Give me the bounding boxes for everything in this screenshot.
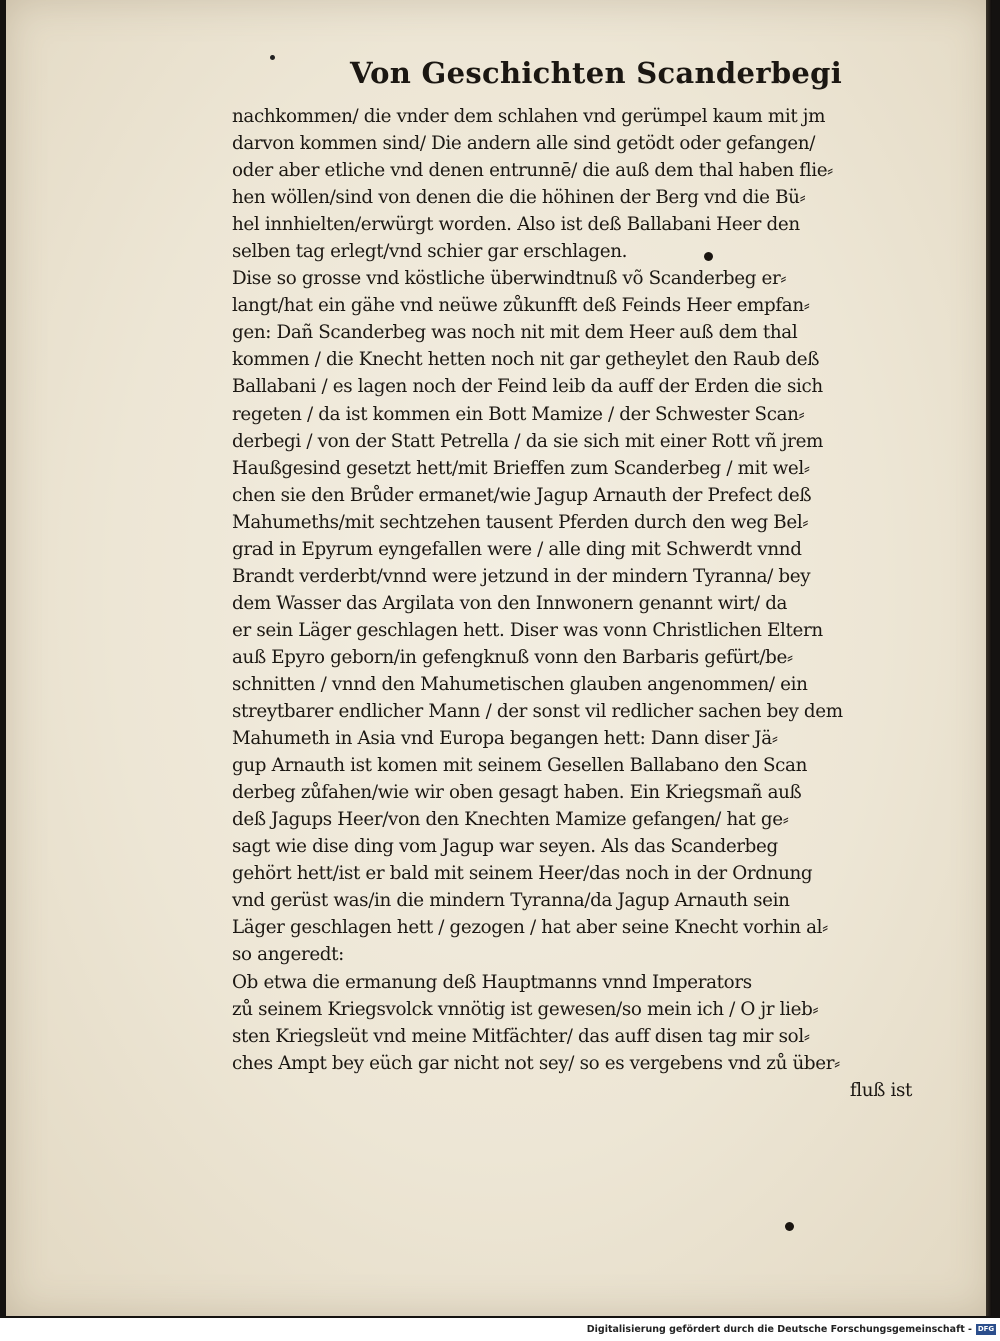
text-line: deß Jagups Heer/von den Knechten Mamize gefangen/ hat ge⸗: [232, 809, 789, 831]
text-line: nachkommen/ die vnder dem schlahen vnd gerümpel kaum mit jm: [232, 106, 826, 127]
text-line: hel innhielten/erwürgt worden. Also ist deß Ballabani Heer den: [232, 214, 800, 236]
text-line: derbegi / von der Statt Petrella / da sie sich mit einer Rott vñ jrem: [232, 430, 824, 452]
text-line: gup Arnauth ist komen mit seinem Gesellen Ballabano den Scan: [232, 755, 808, 777]
text-line: gen: Dañ Scanderbeg was noch nit mit dem Heer auß dem thal: [232, 322, 798, 344]
text-line: kommen / die Knecht hetten noch nit gar getheylet den Raub deß: [232, 349, 820, 371]
text-line: selben tag erlegt/vnd schier gar erschlagen.: [232, 241, 628, 263]
body-text: [232, 103, 932, 1104]
text-line: so angeredt:: [232, 944, 344, 966]
dfg-logo: DFG: [977, 1325, 995, 1333]
text-line: streytbarer endlicher Mann / der sonst vil redlicher sachen bey dem: [232, 701, 843, 723]
text-line: darvon kommen sind/ Die andern alle sind getödt oder gefangen/: [232, 133, 816, 155]
text-line: gehört hett/ist er bald mit seinem Heer/das noch in der Ordnung: [232, 863, 813, 885]
text-line: sten Kriegsleüt vnd meine Mitfächter/ das auff disen tag mir sol⸗: [232, 1025, 810, 1047]
footer-credit: Digitalisierung gefördert durch die Deutsche Forschungsgemeinschaft -: [586, 1324, 972, 1335]
text-line: grad in Epyrum eyngefallen were / alle ding mit Schwerdt vnnd: [232, 538, 802, 560]
text-line: Mahumeths/mit sechtzehen tausent Pferden durch den weg Bel⸗: [232, 511, 809, 533]
text-line: zů seinem Kriegsvolck vnnötig ist gewesen/so mein ich / O jr lieb⸗: [232, 998, 819, 1020]
text-line: hen wöllen/sind von denen die die höhinen der Berg vnd die Bü⸗: [232, 187, 806, 209]
page-gutter-shadow: [986, 0, 992, 1316]
ink-dot: [704, 252, 713, 261]
text-line: Mahumeth in Asia vnd Europa begangen hett: Dann diser Jä⸗: [232, 728, 778, 750]
text-line: chen sie den Brůder ermanet/wie Jagup Arnauth der Prefect deß: [232, 484, 812, 506]
text-line: derbeg zůfahen/wie wir oben gesagt haben. Ein Kriegsmañ auß: [232, 782, 802, 804]
text-line: langt/hat ein gähe vnd neüwe zůkunfft deß Feinds Heer empfan⸗: [232, 295, 810, 317]
text-line: Dise so grosse vnd köstliche überwindtnuß võ Scanderbeg er⸗: [232, 268, 787, 290]
text-line: Haußgesind gesetzt hett/mit Brieffen zum Scanderbeg / mit wel⸗: [232, 457, 810, 479]
running-head: Von Geschichten Scanderbegi: [350, 56, 843, 90]
text-line: oder aber etliche vnd denen entrunnē/ die auß dem thal haben flie⸗: [232, 160, 833, 182]
text-line: Brandt verderbt/vnnd were jetzund in der mindern Tyranna/ bey: [232, 565, 811, 587]
ink-dot: [785, 1222, 794, 1231]
text-line: regeten / da ist kommen ein Bott Mamize / der Schwester Scan⸗: [232, 403, 805, 425]
text-line: ches Ampt bey eüch gar nicht not sey/ so es vergebens vnd zů über⸗: [232, 1052, 840, 1074]
text-line: auß Epyro geborn/in gefengknuß vonn den Barbaris gefürt/be⸗: [232, 646, 793, 668]
text-line: dem Wasser das Argilata von den Innwonern genannt wirt/ da: [232, 592, 788, 614]
text-line: Läger geschlagen hett / gezogen / hat aber seine Knecht vorhin al⸗: [232, 917, 828, 939]
text-line: vnd gerüst was/in die mindern Tyranna/da Jagup Arnauth sein: [232, 890, 790, 912]
text-line: Ob etwa die ermanung deß Hauptmanns vnnd Imperators: [232, 971, 752, 993]
text-line: er sein Läger geschlagen hett. Diser was vonn Christlichen Eltern: [232, 619, 823, 641]
text-line: sagt wie dise ding vom Jagup war seyen. Als das Scanderbeg: [232, 836, 778, 858]
ink-speck: [270, 55, 275, 60]
text-line: schnitten / vnnd den Mahumetischen glauben angenommen/ ein: [232, 673, 808, 695]
catchword: fluß ist: [849, 1079, 912, 1101]
text-line: Ballabani / es lagen noch der Feind leib da auff der Erden die sich: [232, 376, 823, 398]
